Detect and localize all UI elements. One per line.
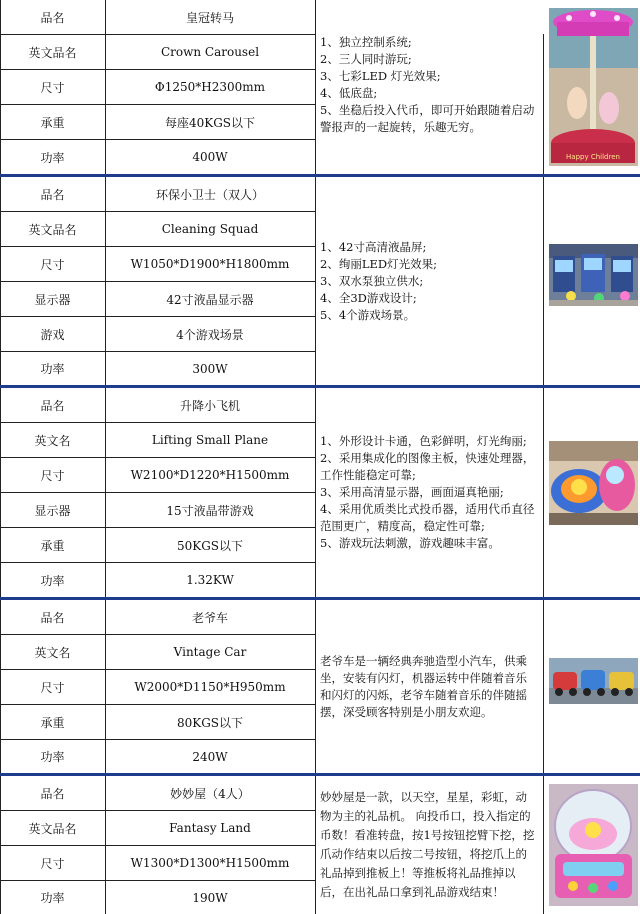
product-4-row-english-name	[0, 635, 316, 670]
product-1-row-english-name	[0, 35, 316, 70]
photo-caption: Happy Children	[566, 153, 620, 161]
description-line: 2、采用集成化的图像主板，快速处理器，	[320, 451, 535, 465]
description-line: 币数！看准转盘，按1号按钮挖臂下挖，挖	[320, 828, 535, 842]
product-3-row-size	[0, 458, 316, 493]
description-line: 4、采用优质类比式投币器，适用代币直径	[320, 502, 535, 516]
product-3-row-load	[0, 528, 316, 563]
description-line: 和闪灯的闪烁，老爷车随着音乐的伴随摇	[320, 687, 527, 702]
row-value: 240W	[192, 749, 228, 764]
row-label: 功率	[0, 140, 106, 174]
row-label: 品名	[0, 600, 106, 634]
product-2-description	[316, 177, 544, 385]
product-2-row-size	[0, 247, 316, 282]
row-label: 尺寸	[0, 70, 106, 104]
description-line: 物为主的礼品机。 向投币口，投入指定的	[320, 809, 531, 823]
product-2-row-display	[0, 282, 316, 317]
row-label: 尺寸	[0, 846, 106, 880]
row-value: W1050*D1900*H1800mm	[130, 257, 290, 271]
row-label: 英文品名	[0, 35, 106, 69]
description-line: 1、42寸高清液晶屏;	[320, 239, 427, 254]
product-1-row-name	[0, 0, 316, 35]
row-value: 环保小卫士（双人）	[155, 187, 264, 202]
crown-carousel-photo	[549, 8, 638, 166]
row-label: 英文品名	[0, 212, 106, 246]
product-4-row-load	[0, 705, 316, 740]
description-line: 1、独立控制系统;	[320, 35, 412, 49]
row-label: 承重	[0, 528, 106, 562]
row-label: 尺寸	[0, 458, 106, 492]
product-1-row-load	[0, 105, 316, 140]
row-value: Lifting Small Plane	[151, 433, 269, 447]
row-label: 功率	[0, 563, 106, 597]
description-line: 4、低底盘;	[320, 86, 378, 100]
product-4-description	[316, 600, 544, 773]
product-3-row-english-name	[0, 423, 316, 458]
lifting-plane-photo	[549, 441, 638, 525]
description-line: 爪动作结束以后按二号按钮，将挖爪上的	[320, 847, 527, 861]
row-value: 42寸液晶显示器	[166, 292, 254, 307]
description-line: 2、三人同时游玩;	[320, 52, 412, 66]
row-value: 妙妙屋（4人）	[170, 786, 250, 801]
row-value: 190W	[192, 890, 228, 905]
row-value: W1300*D1300*H1500mm	[130, 856, 290, 870]
description-line: 妙妙屋是一款，以天空，星星，彩虹，动	[320, 790, 527, 804]
product-1-row-power	[0, 140, 316, 174]
product-5-description	[316, 776, 544, 914]
cleaning-squad-photo	[549, 244, 638, 306]
product-4-row-power	[0, 740, 316, 773]
product-5-row-power	[0, 881, 316, 914]
row-label: 品名	[0, 388, 106, 422]
product-2-row-power	[0, 352, 316, 385]
product-1-row-size	[0, 70, 316, 105]
row-value: 50KGS以下	[176, 538, 244, 553]
product-3-row-name	[0, 388, 316, 423]
product-5-row-english-name	[0, 811, 316, 846]
row-label: 显示器	[0, 282, 106, 316]
row-value: 皇冠转马	[185, 10, 234, 25]
product-2-row-name	[0, 177, 316, 212]
row-value: Crown Carousel	[160, 45, 260, 59]
row-label: 功率	[0, 881, 106, 914]
description-line: 摆，深受顾客特别是小朋友欢迎。	[320, 704, 493, 719]
row-label: 尺寸	[0, 670, 106, 704]
description-line: 1、外形设计卡通，色彩鲜明，灯光绚丽;	[320, 434, 527, 448]
row-value: 4个游戏场景	[176, 327, 244, 342]
product-3-row-display	[0, 493, 316, 528]
row-value: 升降小飞机	[179, 398, 240, 413]
product-5-row-name	[0, 776, 316, 811]
row-value: 老爷车	[191, 610, 228, 625]
row-label: 功率	[0, 740, 106, 773]
row-label: 游戏	[0, 317, 106, 351]
row-value: W2100*D1220*H1500mm	[130, 468, 290, 482]
row-value: 每座40KGS以下	[164, 115, 256, 130]
row-label: 尺寸	[0, 247, 106, 281]
description-line: 老爷车是一辆经典奔驰造型小汽车，供乘	[320, 653, 527, 668]
row-label: 英文品名	[0, 811, 106, 845]
product-3-description	[316, 388, 544, 597]
row-value: Cleaning Squad	[161, 222, 259, 236]
fantasy-land-photo	[549, 784, 638, 906]
row-value: W2000*D1150*H950mm	[134, 680, 286, 694]
description-line: 3、采用高清显示器，画面逼真艳丽;	[320, 485, 504, 499]
description-line: 5、游戏玩法刺激，游戏趣味丰富。	[320, 536, 500, 550]
vintage-car-photo	[549, 658, 638, 704]
product-3-row-power	[0, 563, 316, 597]
product-5-row-size	[0, 846, 316, 881]
row-value: 1.32KW	[186, 573, 234, 587]
row-value: 300W	[192, 361, 228, 376]
row-label: 英文名	[0, 635, 106, 669]
row-label: 承重	[0, 105, 106, 139]
product-4-row-name	[0, 600, 316, 635]
description-line: 5、坐稳后投入代币，即可开始跟随着启动	[320, 103, 535, 117]
row-label: 品名	[0, 0, 106, 34]
product-1-description	[316, 34, 544, 174]
description-line: 5、4个游戏场景。	[320, 307, 416, 322]
description-line: 2、绚丽LED灯光效果;	[320, 256, 437, 271]
description-line: 坐，安装有闪灯，机器运转中伴随着音乐	[320, 670, 527, 685]
row-value: Vintage Car	[173, 645, 247, 659]
description-line: 后，在出礼品口拿到礼品游戏结束！	[320, 885, 504, 899]
row-label: 品名	[0, 776, 106, 810]
row-label: 功率	[0, 352, 106, 385]
description-line: 礼品掉到推板上！等推板将礼品推掉以	[320, 866, 516, 880]
row-label: 英文名	[0, 423, 106, 457]
description-line: 3、双水泵独立供水;	[320, 273, 424, 288]
description-line: 4、全3D游戏设计;	[320, 290, 417, 305]
row-label: 品名	[0, 177, 106, 211]
product-2-row-english-name	[0, 212, 316, 247]
description-line: 警报声的一起旋转，乐趣无穷。	[320, 120, 481, 134]
row-value: Fantasy Land	[169, 821, 251, 835]
row-value: 15寸液晶带游戏	[166, 503, 254, 518]
product-4-row-size	[0, 670, 316, 705]
row-label: 承重	[0, 705, 106, 739]
row-value: 400W	[192, 150, 228, 164]
row-label: 显示器	[0, 493, 106, 527]
product-2-row-games	[0, 317, 316, 352]
description-line: 范围更广，精度高，稳定性可靠;	[320, 519, 485, 533]
description-line: 3、七彩LED 灯光效果;	[320, 69, 441, 83]
row-value: 80KGS以下	[176, 715, 244, 730]
row-value: Φ1250*H2300mm	[154, 80, 266, 94]
description-line: 工作性能稳定可靠;	[320, 468, 416, 482]
